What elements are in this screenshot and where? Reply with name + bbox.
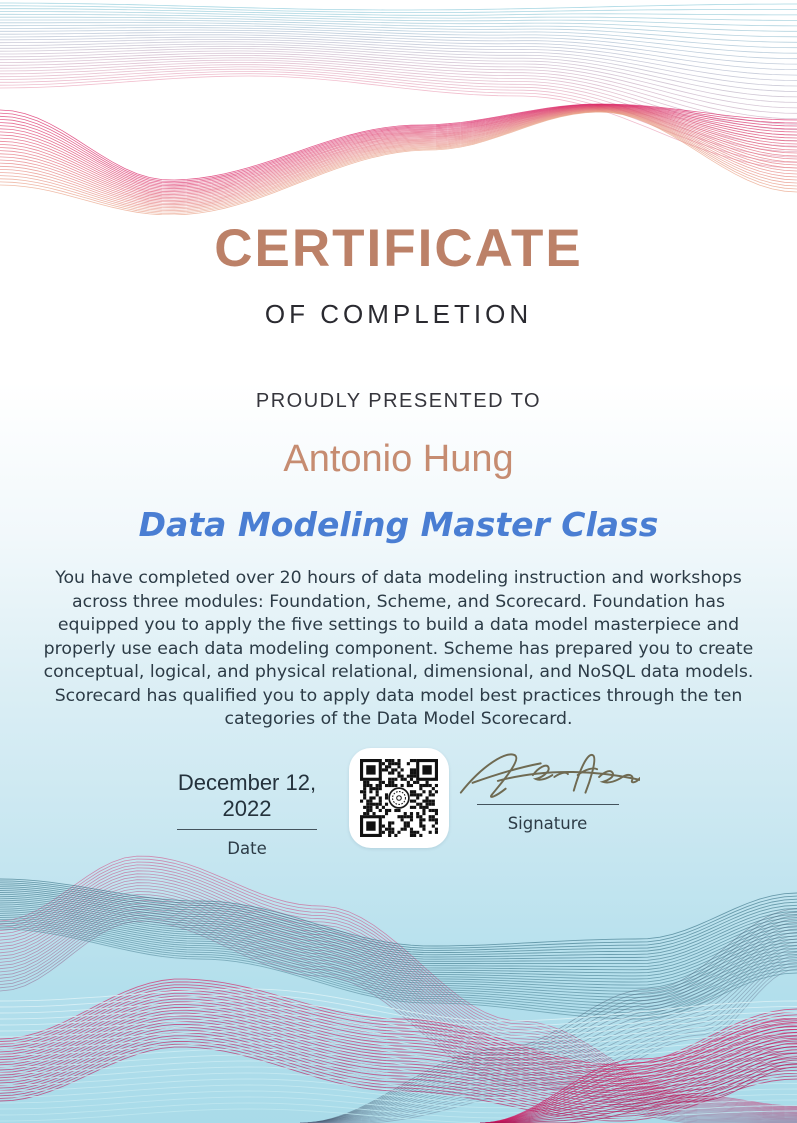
qr-code-image	[360, 759, 438, 837]
completion-description: You have completed over 20 hours of data modeling instruction and workshops across three modules: Foundation, Scheme, and Scorecard. Foundation has equipped you to apply the five settings to build a data model masterpiece and properly use each data modeling component. Scheme has prepared you to create conceptual, logical, and physical relational, dimensional, and NoSQL data models. Scorecard has qualified you to apply data model best practices through the ten categories of the Data Model Scorecard.	[43, 568, 754, 730]
credentials-row	[0, 746, 797, 861]
signature-block	[455, 746, 640, 833]
signature-image	[455, 746, 640, 808]
date-value: December 12, 2022	[177, 769, 317, 821]
recipient-name: Antonio Hung	[283, 438, 514, 480]
signature-underline	[477, 804, 619, 805]
qr-code	[349, 748, 449, 848]
course-title: Data Modeling Master Class	[138, 504, 659, 544]
date-underline	[177, 829, 317, 830]
signature-label: Signature	[507, 813, 588, 833]
date-label: Date	[227, 838, 267, 858]
certificate-title: CERTIFICATE	[214, 219, 583, 278]
certificate-subtitle: OF COMPLETION	[264, 299, 533, 329]
presented-label: PROUDLY PRESENTED TO	[255, 390, 542, 412]
date-block	[158, 770, 336, 858]
